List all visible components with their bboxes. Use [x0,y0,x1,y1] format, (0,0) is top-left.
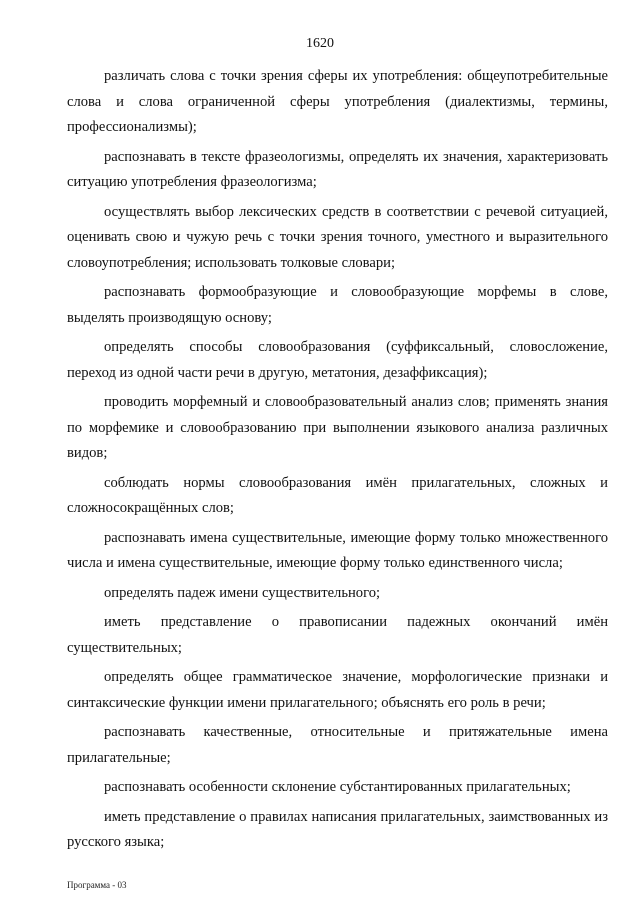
paragraph-10: иметь представление о правописании падежных окончаний имён существительных; [67,614,608,656]
paragraph-11: определять общее грамматическое значение, морфологические признаки и синтаксические функции имени прилагательного; объяснять его роль в речи; [67,669,608,711]
page-number: 1620 [306,36,334,51]
paragraph-9: определять падеж имени существительного; [104,584,381,601]
paragraph-4: распознавать формообразующие и словообразующие морфемы в слове, выделять производящую основу; [67,284,608,326]
paragraph-13: распознавать особенности склонение субстантированных прилагательных; [104,779,571,795]
paragraph-2: распознавать в тексте фразеологизмы, определять их значения, характеризовать ситуацию употребления фразеологизма; [67,148,608,190]
paragraph-8: распознавать имена существительные, имеющие форму только множественного числа и имена существительные, имеющие форму только единственного числа; [67,529,608,571]
page-footer: Программа - 03 [67,880,127,890]
paragraph-5: определять способы словообразования (суффиксальный, словосложение, переход из одной части речи в другую, метатония, дезаффиксация); [67,339,608,381]
paragraph-6: проводить морфемный и словообразовательный анализ слов; применять знания по морфемике и словообразованию при выполнении языкового анализа различных видов; [67,394,608,461]
paragraph-3: осуществлять выбор лексических средств в соответствии с речевой ситуацией, оценивать свою и чужую речь с точки зрения точного, уместного и выразительного словоупотребления; использовать толковые словари; [67,203,608,271]
paragraph-1: различать слова с точки зрения сферы их употребления: общеупотребительные слова и слова ограниченной сферы употребления (диалектизмы, термины, профессионализмы); [67,68,608,135]
paragraph-7: соблюдать нормы словообразования имён прилагательных, сложных и сложносокращённых слов; [67,474,608,516]
document-body [67,64,608,860]
paragraph-14: иметь представление о правилах написания прилагательных, заимствованных из русского языка; [67,808,608,850]
paragraph-12: распознавать качественные, относительные и притяжательные имена прилагательные; [67,724,608,766]
